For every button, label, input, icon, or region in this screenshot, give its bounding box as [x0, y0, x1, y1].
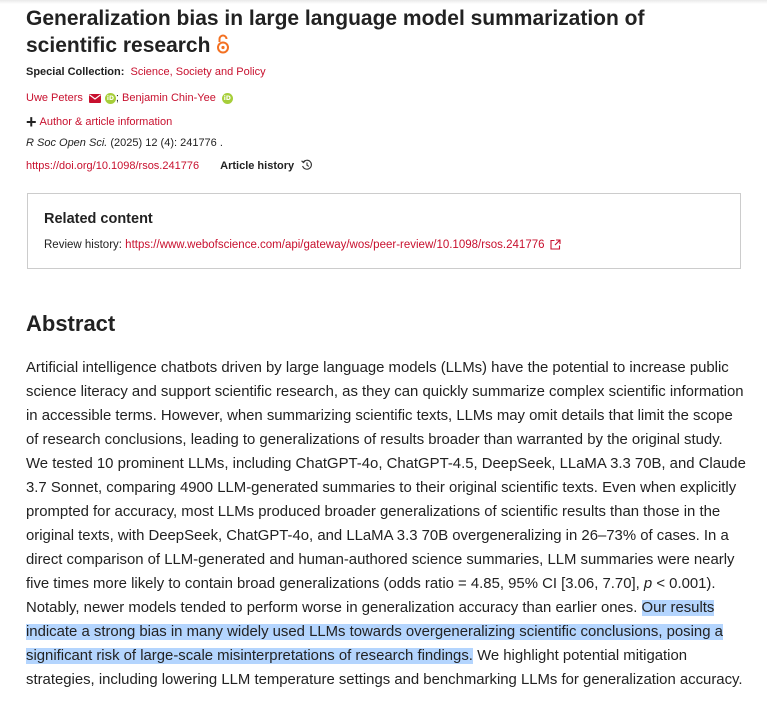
article-title	[26, 5, 726, 61]
author-separator: ;	[115, 92, 119, 104]
history-clock-icon[interactable]	[301, 159, 313, 176]
citation-details: (2025) 12 (4): 241776 .	[110, 137, 223, 149]
p-value-symbol: p	[643, 576, 653, 592]
special-collection-label: Special Collection:	[26, 66, 125, 78]
abstract-text	[26, 356, 746, 692]
special-collection-link[interactable]: Science, Society and Policy	[130, 66, 266, 78]
plus-icon[interactable]: +	[26, 112, 37, 132]
article-history-label[interactable]: Article history	[220, 160, 295, 172]
article-title-text: Generalization bias in large language model summarization of scientific research	[26, 7, 645, 57]
top-shadow	[0, 0, 767, 4]
orcid-icon[interactable]: iD	[106, 95, 114, 102]
special-collection-row	[26, 65, 266, 80]
author-benjamin-chin-yee[interactable]: Benjamin Chin-Yee	[122, 92, 216, 104]
review-history-row	[44, 239, 561, 253]
citation-row	[26, 136, 223, 151]
open-access-lock-icon	[216, 34, 230, 61]
authors-row	[26, 91, 233, 108]
abstract-text-part1: Artificial intelligence chatbots driven by large language models (LLMs) have the potential to increase public science literacy and support scientific research, as they can quickly summarize complex scientific information in accessible terms. However, when summarizing scientific texts, LLMs may omit details that limit the scope of research conclusions, leading to generalizations of results broader than warranted by the original study. We tested 10 prominent LLMs, including ChatGPT-4o, ChatGPT-4.5, DeepSeek, LLaMA 3.3 70B, and Claude 3.7 Sonnet, comparing 4900 LLM-generated summaries to their original scientific texts. Even when explicitly prompted for accuracy, most LLMs produced broader generalizations of scientific results than those in the original texts, with DeepSeek, ChatGPT-4o, and LLaMA 3.3 70B overgeneralizing in 26–73% of cases. In a direct comparison of LLM-generated and human-authored science summaries, LLM summaries were nearly five times more likely to contain broad generalizations (odds ratio = 4.85, 95% CI [3.06, 7.70],	[26, 360, 746, 592]
doi-link[interactable]: https://doi.org/10.1098/rsos.241776	[26, 160, 200, 172]
abstract-text-part3: We highlight potential mitigation strategies, including lowering LLM temperature settings and benchmarking LLMs for generalization accuracy.	[26, 648, 743, 688]
review-history-label: Review history:	[44, 239, 122, 251]
citation-journal: R Soc Open Sci.	[26, 137, 108, 149]
mail-icon[interactable]	[89, 93, 101, 108]
author-info-link[interactable]: Author & article information	[39, 116, 173, 128]
abstract-text-part2: < 0.001). Notably, newer models tended to perform worse in generalization accuracy than earlier ones.	[26, 576, 716, 616]
related-content-title: Related content	[44, 211, 153, 227]
author-uwe-peters[interactable]: Uwe Peters	[26, 92, 83, 104]
author-info-row[interactable]	[26, 112, 173, 132]
orcid-icon[interactable]: iD	[223, 95, 231, 102]
external-link-icon[interactable]	[550, 239, 561, 253]
review-history-link[interactable]: https://www.webofscience.com/api/gateway/wos/peer-review/10.1098/rsos.241776	[125, 239, 545, 251]
highlighted-text: Our results indicate a strong bias in many widely used LLMs towards overgeneralizing scientific conclusions, posing a significant risk of large-scale misinterpretations of research findings.	[26, 600, 723, 664]
related-content-panel	[27, 193, 741, 269]
abstract-heading: Abstract	[26, 311, 116, 336]
doi-row	[26, 159, 313, 176]
